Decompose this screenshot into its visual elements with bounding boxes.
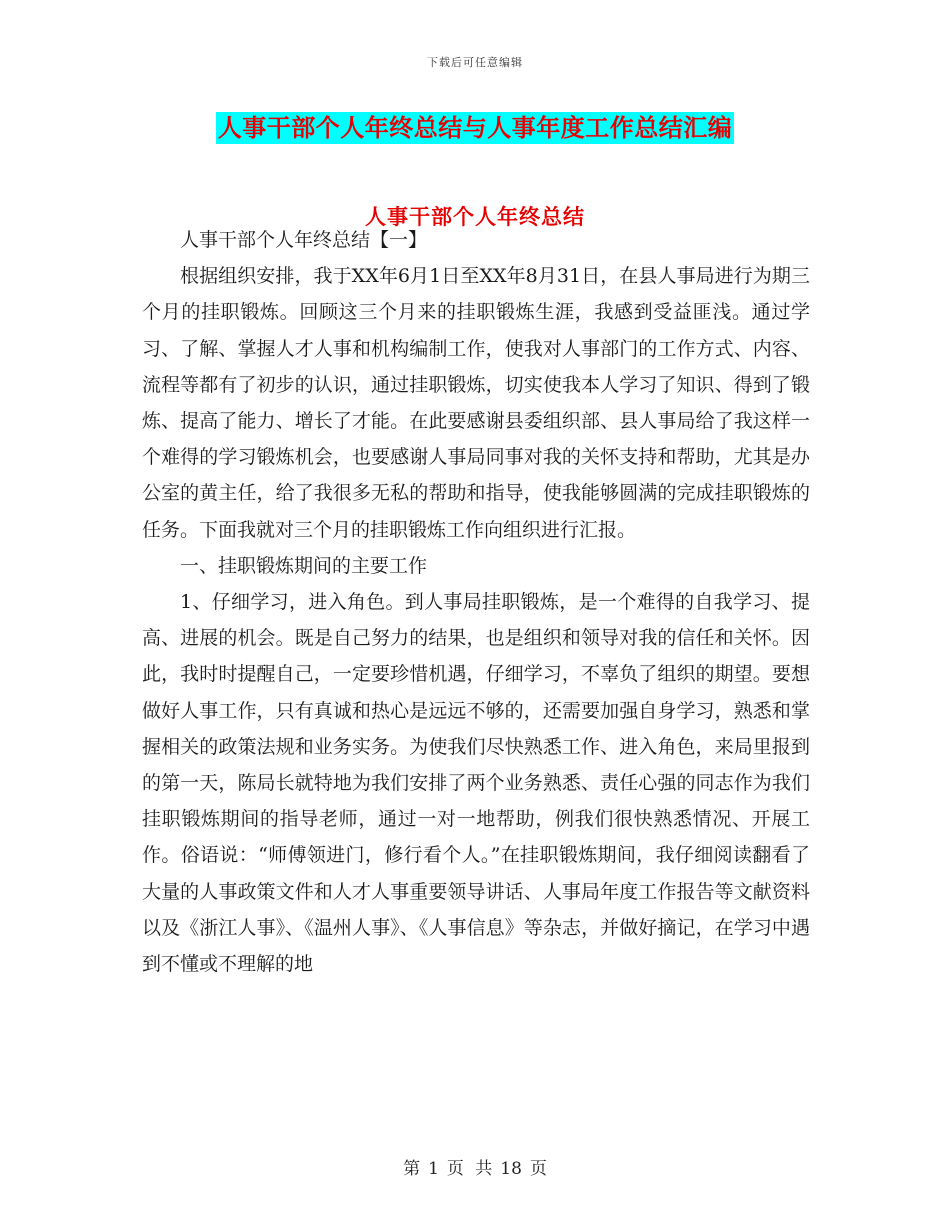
paragraph-section-heading: 一、挂职锻炼期间的主要工作 bbox=[180, 554, 428, 577]
page-header-note: 下载后可任意编辑 bbox=[427, 56, 523, 69]
main-title-container bbox=[0, 112, 950, 144]
footer-prefix: 第 bbox=[403, 1159, 421, 1179]
main-title: 人事干部个人年终总结与人事年度工作总结汇编 bbox=[217, 113, 733, 142]
footer-total-pages: 18 bbox=[500, 1159, 522, 1179]
page-footer bbox=[0, 1154, 950, 1179]
document-body bbox=[142, 222, 810, 982]
paragraph-body: 1、仔细学习，进入角色。到人事局挂职锻炼，是一个难得的自我学习、提高、进展的机会。既是自己努力的结果，也是组织和领导对我的信任和关怀。因此，我时时提醒自己，一定要珍惜机遇，仔细学习，不辜负了组织的期望。要想做好人事工作，只有真诚和热心是远远不够的，还需要加强自身学习，熟悉和掌握相关的政策法规和业务实务。为使我们尽快熟悉工作、进入角色，来局里报到的第一天，陈局长就特地为我们安排了两个业务熟悉、责任心强的同志作为我们挂职锻炼期间的指导老师，通过一对一地帮助，例我们很快熟悉情况、开展工作。俗语说：“师傅领进门，修行看个人。”在挂职锻炼期间，我仔细阅读翻看了大量的人事政策文件和人才人事重要领导讲话、人事局年度工作报告等文献资料以及《浙江人事》、《温州人事》、《人事信息》等杂志，并做好摘记，在学习中遇到不懂或不理解的地 bbox=[142, 591, 810, 976]
footer-mid: 页 共 bbox=[446, 1159, 493, 1179]
footer-page-number: 1 bbox=[428, 1159, 439, 1179]
section-title: 人事干部个人年终总结 bbox=[365, 204, 585, 229]
footer-suffix: 页 bbox=[529, 1159, 547, 1179]
paragraph-intro: 根据组织安排，我于XX年6月1日至XX年8月31日，在县人事局进行为期三个月的挂职锻炼。回顾这三个月来的挂职锻炼生涯，我感到受益匪浅。通过学习、了解、掌握人才人事和机构编制工作，使我对人事部门的工作方式、内容、流程等都有了初步的认识，通过挂职锻炼，切实使我本人学习了知识、得到了锻炼、提高了能力、增长了才能。在此要感谢县委组织部、县人事局给了我这样一个难得的学习锻炼机会，也要感谢人事局同事对我的关怀支持和帮助，尤其是办公室的黄主任，给了我很多无私的帮助和指导，使我能够圆满的完成挂职锻炼的任务。下面我就对三个月的挂职锻炼工作向组织进行汇报。 bbox=[142, 265, 810, 541]
paragraph-subheading: 人事干部个人年终总结【一】 bbox=[180, 229, 428, 251]
